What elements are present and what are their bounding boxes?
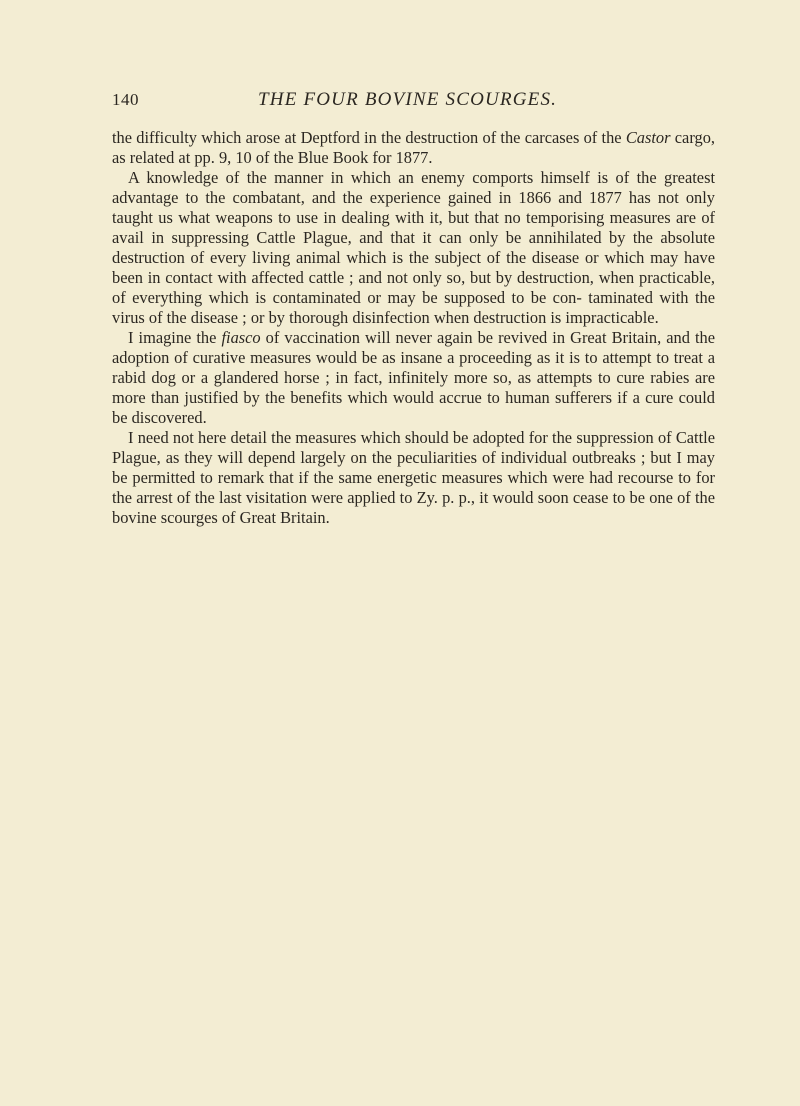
paragraph-4: I need not here detail the measures which should be adopted for the suppression of Cattle Plague, as they will depend largely on the peculiarities of individual outbreaks ; but I may be permitted to remark that if the same energetic measures which were had recourse to for the arrest of the last visitation were applied to Zy. p. p., it would soon cease to be one of the bovine scourges of Great Britain. bbox=[112, 428, 715, 527]
paragraph-3 bbox=[112, 328, 715, 428]
paragraph-2: A knowledge of the manner in which an enemy comports himself is of the greatest advantage to the combatant, and the experience gained in 1866 and 1877 has not only taught us what weapons to use in dealing with it, but that no temporising measures are of avail in suppressing Cattle Plague, and that it can only be annihilated by the absolute destruction of every living animal which is the subject of the disease or which may have been in contact with affected cattle ; and not only so, but by destruction, when practicable, of everything which is contaminated or may be supposed to be con- taminated with the virus of the disease ; or by thorough disinfection when destruction is impracticable. bbox=[112, 168, 715, 327]
paragraph-3-text-b: of vaccination will never again be revived in Great Britain, and the adoption of curative measures would be as insane a proceeding as it is to attempt to treat a rabid dog or a glandered horse ; in fact, infinitely more so, as attempts to cure rabies are more than justified by the benefits which would accrue to human sufferers if a cure could be discovered. bbox=[112, 328, 715, 427]
paragraph-1-text-a: the difficulty which arose at Deptford in the destruction of the carcases of the bbox=[112, 128, 626, 147]
page-number: 140 bbox=[112, 90, 139, 109]
paragraph-1-text-b: cargo, as related at pp. 9, 10 of the Blue Book for 1877. bbox=[112, 128, 715, 167]
body-text bbox=[112, 128, 715, 528]
paragraph-3-text-a: I imagine the bbox=[128, 328, 222, 347]
page-header bbox=[112, 90, 714, 114]
paragraph-1-emphasis: Castor bbox=[625, 128, 671, 147]
paragraph-1 bbox=[112, 128, 715, 168]
paragraph-3-emphasis: fiasco bbox=[221, 328, 261, 347]
running-title: THE FOUR BOVINE SCOURGES. bbox=[258, 89, 558, 110]
